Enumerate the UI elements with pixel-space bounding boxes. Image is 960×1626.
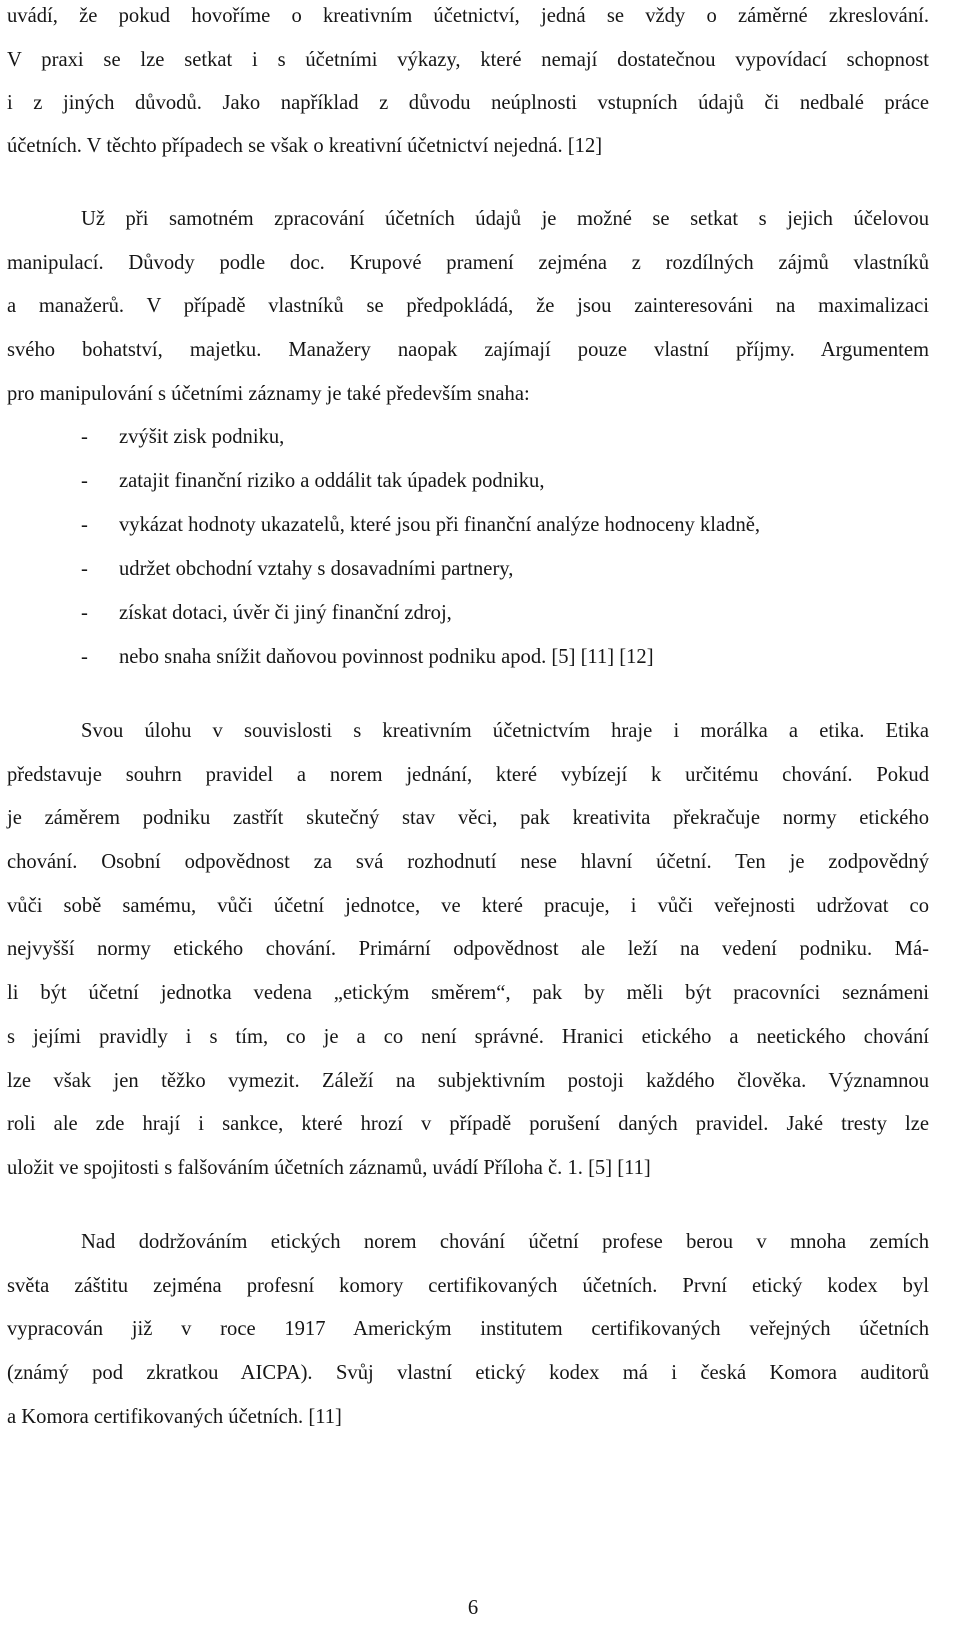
list-item-text: získat dotaci, úvěr či jiný finanční zdroj, — [119, 602, 452, 624]
text-line: a manažerů. V případě vlastníků se předpokládá, že jsou zainteresováni na maximalizaci — [7, 295, 929, 317]
text-line: představuje souhrn pravidel a norem jednání, které vybízejí k určitému chování. Pokud — [7, 764, 929, 786]
text-line: účetních. V těchto případech se však o kreativní účetnictví nejedná. [12] — [7, 135, 603, 157]
text-line: nejvyšší normy etického chování. Primární odpovědnost ale leží na vedení podniku. Má- — [7, 938, 929, 960]
text-line: roli ale zde hrají i sankce, které hrozí v případě porušení daných pravidel. Jaké tresty lze — [7, 1113, 929, 1135]
text-line: Už při samotném zpracování účetních údajů je možné se setkat s jejich účelovou — [81, 208, 929, 230]
text-line: chování. Osobní odpovědnost za svá rozhodnutí nese hlavní účetní. Ten je zodpovědný — [7, 851, 929, 873]
list-marker: - — [81, 514, 88, 536]
text-line: vypracován již v roce 1917 Americkým institutem certifikovaných veřejných účetních — [7, 1318, 929, 1340]
text-line: světa záštitu zejména profesní komory certifikovaných účetních. První etický kodex byl — [7, 1275, 929, 1297]
text-line: uvádí, že pokud hovoříme o kreativním účetnictví, jedná se vždy o záměrné zkreslování. — [7, 5, 929, 27]
text-line: pro manipulování s účetními záznamy je také především snaha: — [7, 383, 530, 405]
list-item-text: zatajit finanční riziko a oddálit tak úpadek podniku, — [119, 470, 545, 492]
text-line: s jejími pravidly i s tím, co je a co není správné. Hranici etického a neetického chování — [7, 1026, 929, 1048]
list-marker: - — [81, 426, 88, 448]
text-line: svého bohatství, majetku. Manažery naopak zajímají pouze vlastní příjmy. Argumentem — [7, 339, 929, 361]
text-line: uložit ve spojitosti s falšováním účetních záznamů, uvádí Příloha č. 1. [5] [11] — [7, 1157, 651, 1179]
list-marker: - — [81, 470, 88, 492]
text-line: vůči sobě samému, vůči účetní jednotce, ve které pracuje, i vůči veřejnosti udržovat co — [7, 895, 929, 917]
text-line: (známý pod zkratkou AICPA). Svůj vlastní etický kodex má i česká Komora auditorů — [7, 1362, 929, 1384]
list-item-text: vykázat hodnoty ukazatelů, které jsou při finanční analýze hodnoceny kladně, — [119, 514, 761, 536]
list-item-text: zvýšit zisk podniku, — [119, 426, 285, 448]
text-line: a Komora certifikovaných účetních. [11] — [7, 1406, 342, 1428]
text-line: je záměrem podniku zastřít skutečný stav věci, pak kreativita překračuje normy etického — [7, 807, 929, 829]
text-line: V praxi se lze setkat i s účetními výkazy, které nemají dostatečnou vypovídací schopnost — [7, 49, 929, 71]
list-item-text: nebo snaha snížit daňovou povinnost podniku apod. [5] [11] [12] — [119, 646, 654, 668]
list-item-text: udržet obchodní vztahy s dosavadními partnery, — [119, 558, 514, 580]
list-marker: - — [81, 646, 88, 668]
text-line: Nad dodržováním etických norem chování účetní profese berou v mnoha zemích — [81, 1231, 929, 1253]
list-marker: - — [81, 602, 88, 624]
text-line: li být účetní jednotka vedena „etickým směrem“, pak by měli být pracovníci seznámeni — [7, 982, 929, 1004]
text-line: manipulací. Důvody podle doc. Krupové pramení zejména z rozdílných zájmů vlastníků — [7, 252, 929, 274]
text-line: lze však jen těžko vymezit. Záleží na subjektivním postoji každého člověka. Významnou — [7, 1070, 929, 1092]
page-number: 6 — [467, 1597, 479, 1619]
list-marker: - — [81, 558, 88, 580]
text-line: Svou úlohu v souvislosti s kreativním účetnictvím hraje i morálka a etika. Etika — [81, 720, 929, 742]
text-line: i z jiných důvodů. Jako například z důvodu neúplnosti vstupních údajů či nedbalé práce — [7, 92, 929, 114]
